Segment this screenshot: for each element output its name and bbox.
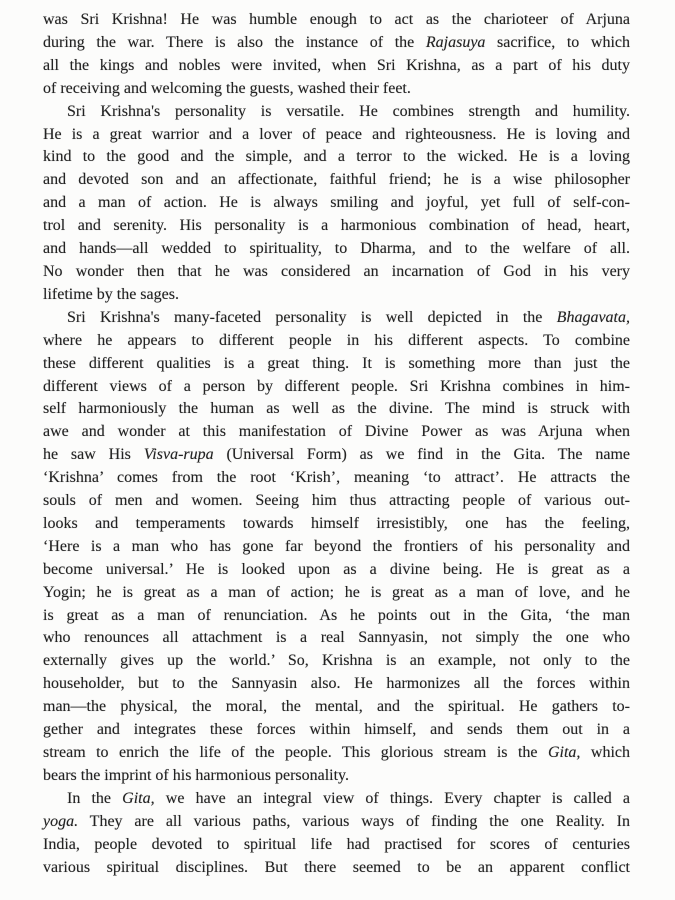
- paragraph: [43, 307, 630, 788]
- page-text: [43, 9, 630, 879]
- text-line: [43, 627, 630, 650]
- text-segment: In the: [67, 789, 123, 807]
- paragraph: [43, 788, 630, 880]
- text-line: [43, 834, 630, 857]
- text-segment: which: [580, 744, 630, 761]
- italic-text-segment: Rajasuya: [425, 33, 486, 51]
- text-segment: ‘Here is a man who has gone far beyond the frontiers of his personality and: [43, 537, 630, 555]
- text-line: [43, 696, 630, 719]
- text-line: [43, 650, 630, 673]
- text-segment: was Sri Krishna! He was humble enough to act as the charioteer of Arjuna: [43, 11, 630, 28]
- text-segment: where he appears to different people in his different aspects. To combine: [43, 331, 630, 349]
- text-segment: and a man of action. He is always smiling and joyful, yet full of self-con-: [43, 194, 630, 212]
- text-segment: No wonder then that he was considered an incarnation of God in his very: [43, 262, 630, 280]
- text-line: [43, 169, 630, 192]
- text-line: [43, 811, 630, 834]
- text-line: [43, 192, 630, 215]
- text-segment: self harmoniously the human as well as the divine. The mind is struck with: [43, 400, 630, 418]
- italic-text-segment: Visva-rupa: [143, 446, 214, 464]
- paragraph: [43, 9, 630, 101]
- text-segment: externally gives up the world.’ So, Krishna is an example, not only to the: [43, 652, 630, 670]
- text-line: [43, 513, 630, 536]
- text-segment: (Universal Form) as we find in the Gita. The name: [213, 446, 630, 464]
- text-line: [43, 353, 630, 376]
- text-segment: householder, but to the Sannyasin also. He harmonizes all the forces within: [43, 675, 630, 693]
- text-line: [43, 559, 630, 582]
- text-segment: looks and temperaments towards himself irresistibly, one has the feeling,: [43, 514, 630, 532]
- text-segment: bears the imprint of his harmonious personality.: [43, 766, 350, 784]
- text-line: [43, 261, 630, 284]
- text-line: [43, 398, 630, 421]
- text-line: [43, 765, 630, 788]
- text-line: [43, 788, 630, 811]
- text-line: [43, 215, 630, 238]
- text-segment: all the kings and nobles were invited, when Sri Krishna, as a part of his duty: [43, 56, 630, 74]
- text-segment: during the war. There is also the instance of the: [43, 33, 426, 51]
- text-segment: various spiritual disciplines. But there seemed to be an apparent conflict: [43, 858, 630, 876]
- text-segment: different views of a person by different people. Sri Krishna combines in him-: [43, 377, 630, 395]
- text-line: [43, 582, 630, 605]
- text-segment: of receiving and welcoming the guests, washed their feet.: [43, 79, 411, 97]
- text-line: [43, 284, 630, 307]
- text-segment: these different qualities is a great thing. It is something more than just the: [43, 354, 630, 372]
- italic-text-segment: Gita,: [122, 789, 155, 807]
- text-segment: Sri Krishna's personality is versatile. He combines strength and humility.: [67, 102, 630, 120]
- text-line: [43, 857, 630, 880]
- italic-text-segment: Bhagavata,: [556, 308, 630, 326]
- text-segment: gether and integrates these forces within himself, and sends them out in a: [43, 721, 630, 739]
- text-line: [43, 605, 630, 628]
- italic-text-segment: yoga.: [43, 812, 79, 830]
- text-line: [43, 719, 630, 742]
- text-line: [43, 9, 630, 32]
- text-line: [43, 32, 630, 55]
- text-segment: we have an integral view of things. Every chapter is called a: [154, 789, 631, 807]
- text-line: [43, 444, 630, 467]
- text-line: [43, 124, 630, 147]
- text-segment: is great as a man of renunciation. As he points out in the Gita, ‘the man: [43, 606, 630, 624]
- italic-text-segment: Gita,: [547, 744, 581, 761]
- text-line: [43, 376, 630, 399]
- text-segment: India, people devoted to spiritual life had practised for scores of centuries: [43, 835, 630, 853]
- text-segment: trol and serenity. His personality is a harmonious combination of head, heart,: [43, 217, 630, 235]
- text-line: [43, 238, 630, 261]
- text-segment: become universal.’ He is looked upon as a divine being. He is great as a: [43, 560, 630, 578]
- text-segment: kind to the good and the simple, and a terror to the wicked. He is a loving: [43, 148, 630, 166]
- text-segment: Sri Krishna's many-faceted personality is well depicted in the: [67, 308, 557, 326]
- text-line: [43, 307, 630, 330]
- text-segment: He is a great warrior and a lover of peace and righteousness. He is loving and: [43, 125, 630, 143]
- text-line: [43, 742, 630, 765]
- text-segment: and devoted son and an affectionate, faithful friend; he is a wise philosopher: [43, 171, 630, 189]
- text-line: [43, 536, 630, 559]
- text-segment: souls of men and women. Seeing him thus attracting people of various out-: [43, 492, 630, 510]
- text-segment: and hands—all wedded to spirituality, to Dharma, and to the welfare of all.: [43, 240, 630, 258]
- text-segment: he saw His: [43, 446, 144, 464]
- text-line: [43, 146, 630, 169]
- text-segment: lifetime by the sages.: [43, 285, 179, 303]
- text-line: [43, 673, 630, 696]
- text-line: [43, 490, 630, 513]
- paragraph: [43, 101, 630, 307]
- text-line: [43, 55, 630, 78]
- text-segment: They are all various paths, various ways of finding the one Reality. In: [78, 812, 630, 830]
- text-segment: awe and wonder at this manifestation of Divine Power as was Arjuna when: [43, 423, 630, 441]
- text-line: [43, 421, 630, 444]
- text-segment: sacrifice, to which: [485, 33, 630, 51]
- text-segment: ‘Krishna’ comes from the root ‘Krish’, meaning ‘to attract’. He attracts the: [43, 469, 630, 487]
- text-line: [43, 330, 630, 353]
- text-line: [43, 78, 630, 101]
- text-line: [43, 467, 630, 490]
- text-segment: Yogin; he is great as a man of action; he is great as a man of love, and he: [43, 583, 630, 601]
- text-line: [43, 101, 630, 124]
- text-segment: man—the physical, the moral, the mental, and the spiritual. He gathers to-: [43, 698, 630, 716]
- text-segment: stream to enrich the life of the people. This glorious stream is the: [43, 744, 548, 761]
- text-segment: who renounces all attachment is a real Sannyasin, not simply the one who: [43, 629, 630, 647]
